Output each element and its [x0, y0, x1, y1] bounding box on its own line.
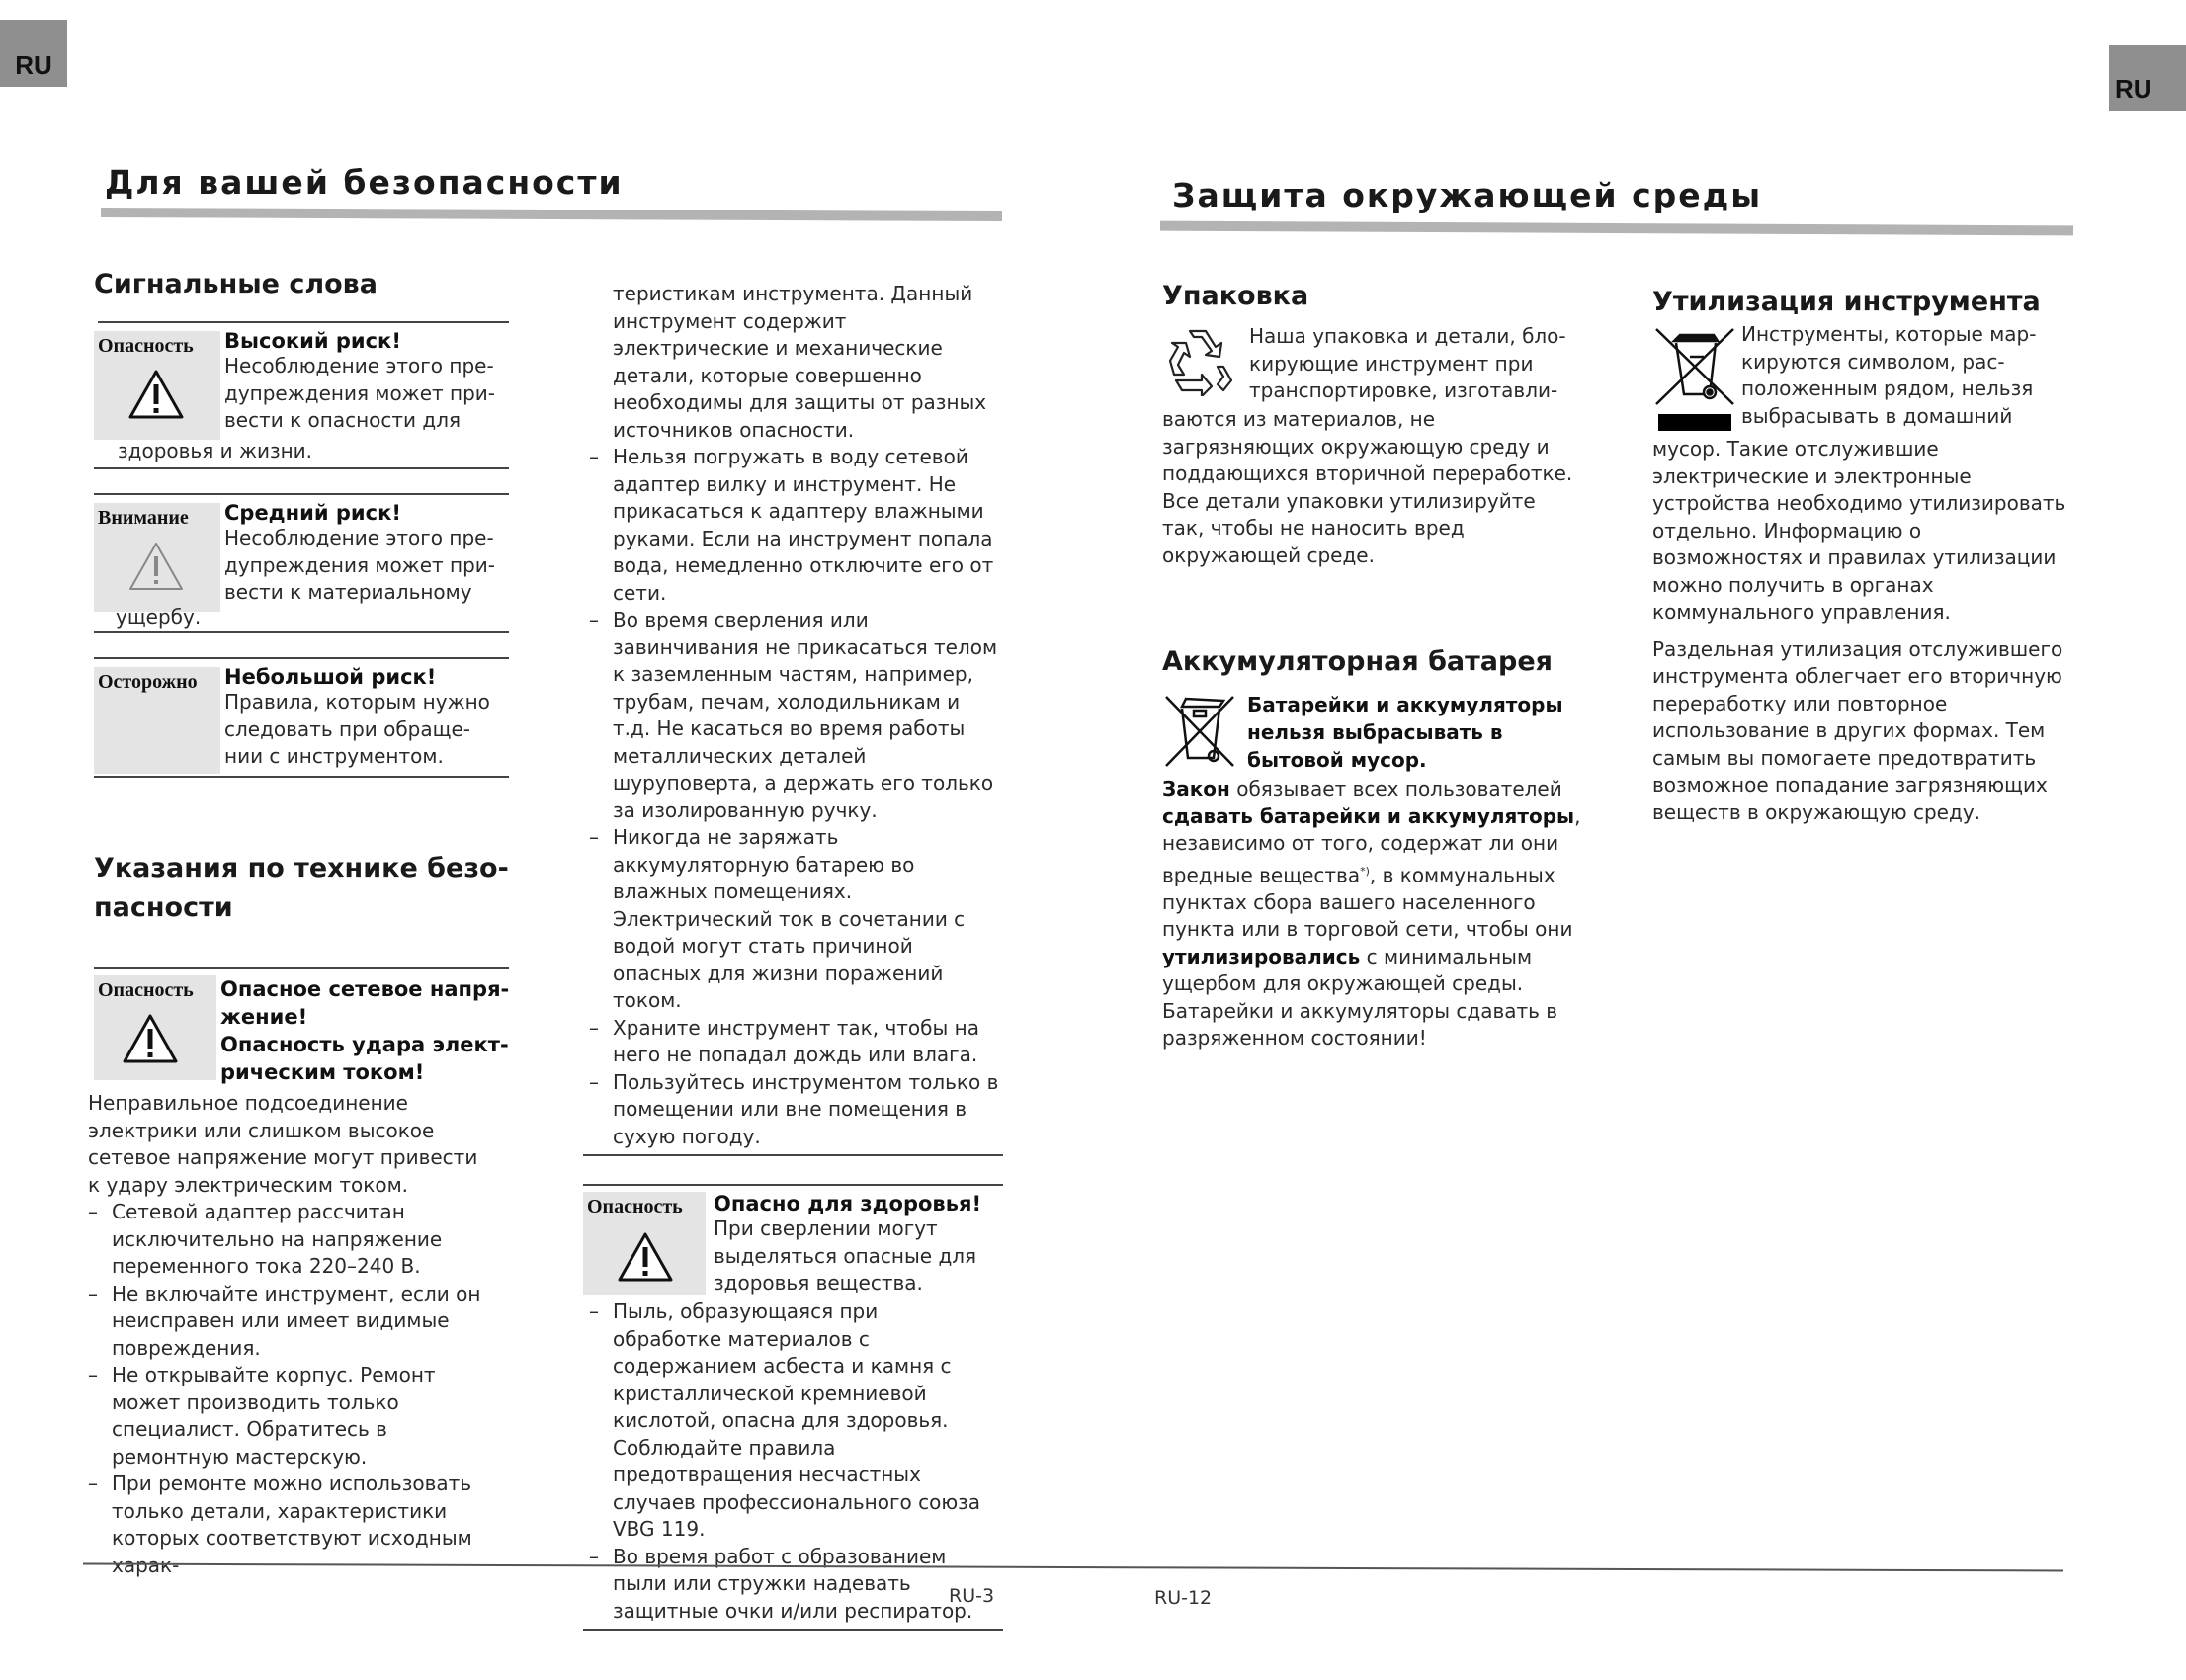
battery-notice: Батарейки и аккумуляторы нельзя выбрасывать в бытовой мусор.: [1247, 693, 1563, 772]
dust-safety-list: [589, 1299, 984, 1625]
warning-label-panel: [94, 975, 216, 1080]
disposal-text-2: Раздельная утилизация отслужившего инструмента облегчает его вторичную переработку или повторное использование в других формах. Тем самым вы помогаете предотвратить возможное попадание загрязняющих веществ в окружающую среду.: [1652, 636, 2063, 824]
crossed-bin-icon: [1162, 693, 1237, 770]
section-heading-safety-instructions: Указания по технике безо- пасности: [94, 853, 509, 923]
warning-label-panel: [94, 667, 220, 774]
warning-label: Осторожно: [98, 671, 198, 693]
page-number-right: RU-12: [1154, 1587, 1213, 1609]
divider: [94, 776, 509, 778]
general-safety-list: [589, 444, 1003, 1150]
section-heading-disposal: Утилизация инструмента: [1652, 287, 2041, 317]
disposal-text: мусор. Такие отслужившие электрические и электронные устройства необходимо утилизировать отдельно. Информацию о возможностях и правилах утилизации можно получить в органах коммунального управления.: [1652, 437, 2066, 624]
section-heading-battery: Аккумуляторная батарея: [1162, 646, 1553, 677]
column-left-1: [88, 269, 510, 1579]
divider: [94, 467, 509, 469]
warning-label: Опасность: [98, 335, 194, 357]
footnote-mark: *): [1360, 864, 1370, 878]
list-item: – Пыль, образующаяся при обработке материалов с содержанием асбеста и камня с кристаллической кремниевой кислотой, опасна для здоровья. Соблюдайте правила предотвращения несчастных случаев профессионального союза VBG 119.: [589, 1299, 984, 1544]
column-right-2: Утилизация инструмента Инструменты, которые мар- кируются символом, рас- положенным рядом, нельзя выбрасывать в домашний мусор. Такие отслужившие электрические и электронные устройства необходимо утилизировать отдельно. Информацию о возможностях и правилах утилизации можно получить в органах коммунального управления. Раздельная утилизация отслужившего инструмента облегчает его вторичную переработку или повторное использование в других формах. Тем самым вы помогаете предотвратить возможное попадание загрязняющих веществ в окружающую среду.: [1652, 287, 2077, 826]
warning-box-notice: Осторожно Небольшой риск! Правила, которым нужно следовать при обраще- нии с инструментом.: [94, 665, 509, 776]
page-number-left: RU-3: [949, 1585, 995, 1607]
warning-triangle-icon: [122, 1013, 179, 1064]
title-underline-bar: [101, 208, 1002, 221]
list-item: – Не включайте инструмент, если он неисправен или имеет видимые повреждения.: [88, 1281, 493, 1363]
warning-box-electric: Опасность Опасное сетевое напря- жение! Опасность удара элект- рическим током!: [94, 975, 509, 1090]
risk-level: Небольшой риск!: [224, 665, 437, 689]
warning-label-panel: [94, 503, 220, 612]
column-right-1: Упаковка Наша упаковка и детали, бло- кирующие инструмент при транспортировке, изготавли- ваются из материалов, не загрязняющих окружающую среду и поддающихся вторичной переработке. Все детали упаковки утилизируйте так, чтобы не наносить вред окружающей среде. Аккумуляторная батарея Батарейки и аккумуляторы нельзя выбрасывать в бытовой мусор. Закон обязывает всех пользователей сдавать батарейки и аккумуляторы, независимо от того, содержат ли они вредные вещества*), в коммунальных пунктах сбора вашего населенного пункта или в торговой сети, чтобы они утилизировались с минимальным ущербом для окружающей среды. Батарейки и аккумуляторы сдавать в разряженном состоянии!: [1162, 281, 1587, 1052]
risk-level: Средний риск!: [224, 501, 401, 525]
column-left-2: [583, 281, 1003, 1631]
warning-label-panel: [583, 1192, 706, 1295]
recycle-icon: [1162, 325, 1239, 396]
list-item: – Храните инструмент так, чтобы на него не попадал дождь или влага.: [589, 1015, 1003, 1069]
electric-safety-list: [88, 1199, 493, 1579]
divider: [583, 1154, 1003, 1156]
warning-triangle-outline-icon: [127, 541, 185, 592]
warning-label: Опасность: [98, 979, 194, 1001]
page-title-environment: Защита окружающей среды: [1172, 176, 1763, 214]
warning-triangle-icon: [617, 1231, 674, 1283]
list-item: – Нельзя погружать в воду сетевой адаптер вилку и инструмент. Не прикасаться к адаптеру влажными руками. Если на инструмент попала вода, немедленно отключите его от сети.: [589, 444, 1003, 607]
continuation-text: теристикам инструмента. Данный инструмент содержит электрические и механические детали, которые совершенно необходимы для защиты от разных источников опасности.: [613, 282, 987, 442]
divider: [94, 493, 509, 495]
title-underline-bar: [1160, 221, 2073, 236]
divider: [583, 1184, 1003, 1186]
warning-box-health: Опасность Опасно для здоровья! При сверлении могут выделяться опасные для здоровья вещества.: [583, 1192, 1003, 1299]
list-item: – Не открывайте корпус. Ремонт может производить только специалист. Обратитесь в ремонтную мастерскую.: [88, 1362, 493, 1470]
warning-box-danger: Опасность Высокий риск! Несоблюдение этого пре- дупреждения может при- вести к опасности для здоровья и жизни.: [94, 329, 509, 465]
risk-level: Высокий риск!: [224, 329, 401, 353]
electric-intro: Неправильное подсоединение электрики или слишком высокое сетевое напряжение могут привести к удару электрическим током.: [88, 1091, 478, 1197]
language-tab-left: [0, 20, 67, 87]
divider: [94, 967, 509, 969]
list-item: – Сетевой адаптер рассчитан исключительно на напряжение переменного тока 220–240 В.: [88, 1199, 493, 1281]
language-tab-right: [2109, 45, 2186, 111]
language-tab-label: RU: [15, 50, 52, 80]
section-heading-packaging: Упаковка: [1162, 281, 1309, 311]
list-item: – При ремонте можно использовать только детали, характеристики которых соответствуют исходным харак-: [88, 1470, 493, 1579]
warning-triangle-icon: [127, 369, 185, 420]
divider: [583, 1629, 1003, 1631]
battery-law-text: Закон обязывает всех пользователей сдавать батарейки и аккумуляторы, независимо от того, содержат ли они вредные вещества*), в коммунальных пунктах сбора вашего населенного пункта или в торговой сети, чтобы они утилизировались с минимальным ущербом для окружающей среды. Батарейки и аккумуляторы сдавать в разряженном состоянии!: [1162, 777, 1581, 1050]
language-tab-label: RU: [2115, 74, 2152, 104]
warning-label-panel: [94, 331, 220, 440]
warning-label: Опасность: [587, 1196, 683, 1218]
packaging-text: ваются из материалов, не загрязняющих окружающую среду и поддающихся вторичной переработке. Все детали упаковки утилизируйте так, чтобы не наносить вред окружающей среде.: [1162, 407, 1573, 567]
divider: [94, 631, 509, 633]
section-heading-signal-words: Сигнальные слова: [94, 269, 378, 299]
solid-bar-icon: [1658, 414, 1731, 431]
page-title-safety: Для вашей безопасности: [105, 163, 624, 202]
list-item: – Во время сверления или завинчивания не прикасаться телом к заземленным частям, например, трубам, печам, холодильникам и т.д. Не касаться во время работы металлических деталей шуруповерта, а держать его только за изолированную ручку.: [589, 607, 1003, 824]
list-item: – Никогда не заряжать аккумуляторную батарею во влажных помещениях. Электрический ток в сочетании с водой могут стать причиной опасных для жизни поражений током.: [589, 824, 1003, 1015]
warning-label: Внимание: [98, 507, 189, 529]
divider: [98, 321, 509, 323]
warning-box-caution: Внимание Средний риск! Несоблюдение этого пре- дупреждения может при- вести к материальному ущербу.: [94, 501, 509, 630]
list-item: – Пользуйтесь инструментом только в помещении или вне помещения в сухую погоду.: [589, 1069, 1003, 1151]
crossed-bin-icon: [1652, 325, 1737, 406]
divider: [94, 657, 509, 659]
list-item: – Во время работ с образованием пыли или стружки надевать защитные очки и/или респиратор.: [589, 1544, 984, 1626]
